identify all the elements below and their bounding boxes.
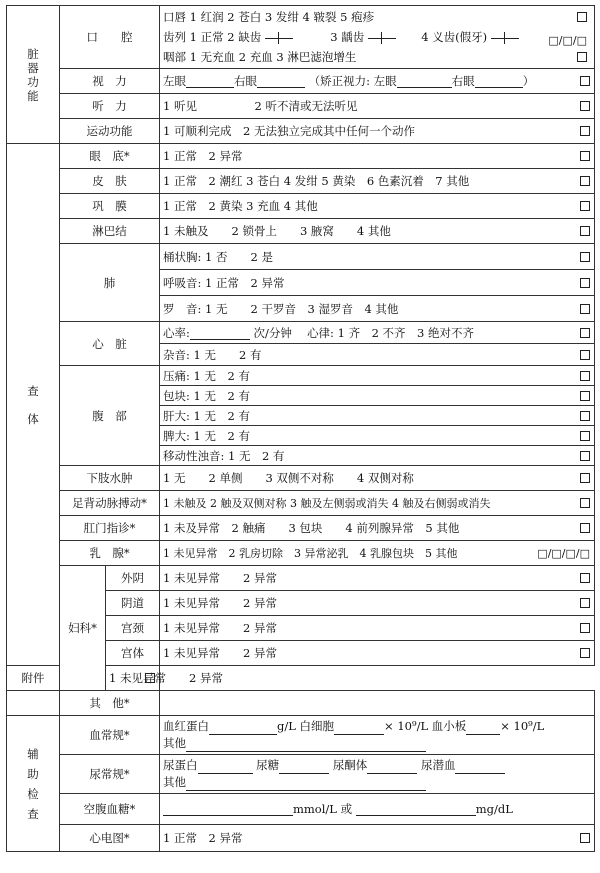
spleen-checkbox[interactable] — [580, 431, 590, 441]
dre-checkbox[interactable] — [580, 523, 590, 533]
breast-label: 乳 腺* — [60, 541, 160, 566]
gyn-label: 妇科* — [60, 566, 106, 691]
edema-row: 1 无 2 单侧 3 双侧不对称 4 双侧对称 — [160, 466, 595, 491]
vision-row: 左眼 右眼 （矫正视力: 左眼 右眼 ） — [160, 69, 595, 94]
urine-other-field[interactable] — [186, 778, 426, 791]
liver-checkbox[interactable] — [580, 411, 590, 421]
right-eye-field[interactable] — [257, 75, 305, 88]
mass-checkbox[interactable] — [580, 391, 590, 401]
barrel-chest-row: 桶状胸: 1 否 2 是 — [160, 244, 595, 270]
dre-row: 1 未及异常 2 触痛 3 包块 4 前列腺异常 5 其他 — [160, 516, 595, 541]
heart-label: 心 脏 — [60, 322, 160, 366]
other-label: 其 他* — [60, 691, 160, 716]
hearing-checkbox[interactable] — [580, 101, 590, 111]
fasting-glucose-row: mmol/L 或 mg/dL — [160, 794, 595, 825]
motor-checkbox[interactable] — [580, 126, 590, 136]
wbc-field[interactable] — [334, 722, 384, 735]
uterus-checkbox[interactable] — [580, 648, 590, 658]
spleen-row: 脾大: 1 无 2 有 — [160, 426, 595, 446]
adnexa-label: 附件 — [7, 666, 60, 691]
breath-sound-row: 呼吸音: 1 正常 2 异常 — [160, 270, 595, 296]
vision-checkbox[interactable] — [580, 76, 590, 86]
urine-ketone-field[interactable] — [367, 761, 417, 774]
edema-checkbox[interactable] — [580, 473, 590, 483]
vulva-label: 外阴 — [106, 566, 160, 591]
liver-row: 肝大: 1 无 2 有 — [160, 406, 595, 426]
sclera-row: 1 正常 2 黄染 3 充血 4 其他 — [160, 194, 595, 219]
platelet-field[interactable] — [466, 722, 500, 735]
hearing-row: 1 听见 2 听不清或无法听见 — [160, 94, 595, 119]
other-field[interactable] — [160, 691, 595, 716]
teeth-checkboxes[interactable]: □/□/□ — [548, 34, 587, 47]
teeth-row: 齿列 1 正常 2 缺齿 3 龋齿 4 义齿(假牙) □/□/□ — [163, 27, 591, 47]
shifting-dullness-row: 移动性浊音: 1 无 2 有 — [160, 446, 595, 466]
hearing-label: 听 力 — [60, 94, 160, 119]
breath-sound-checkbox[interactable] — [580, 278, 590, 288]
motor-label: 运动功能 — [60, 119, 160, 144]
ecg-label: 心电图* — [60, 825, 160, 852]
ecg-row: 1 正常 2 异常 — [160, 825, 595, 852]
tenderness-checkbox[interactable] — [580, 371, 590, 381]
fundus-row: 1 正常 2 异常 — [160, 144, 595, 169]
breast-checkboxes[interactable]: □/□/□/□ — [537, 547, 590, 560]
lymph-row: 1 未触及 2 锁骨上 3 腋窝 4 其他 — [160, 219, 595, 244]
fundus-label: 眼 底* — [60, 144, 160, 169]
vision-label: 视 力 — [60, 69, 160, 94]
section-auxiliary-tests: 辅助检查 — [7, 716, 60, 852]
mass-row: 包块: 1 无 2 有 — [160, 386, 595, 406]
mouth-label: 口 腔 — [60, 6, 160, 69]
sclera-checkbox[interactable] — [580, 201, 590, 211]
breast-row: 1 未见异常 2 乳房切除 3 异常泌乳 4 乳腺包块 5 其他 □/□/□/□ — [160, 541, 595, 566]
shifting-dullness-checkbox[interactable] — [580, 451, 590, 461]
abdomen-label: 腹 部 — [60, 366, 160, 466]
tooth-chart-caries[interactable] — [368, 32, 396, 44]
dre-label: 肛门指诊* — [60, 516, 160, 541]
skin-row: 1 正常 2 潮红 3 苍白 4 发绀 5 黄染 6 色素沉着 7 其他 — [160, 169, 595, 194]
glucose-mgdl-field[interactable] — [356, 803, 476, 816]
left-eye-field[interactable] — [186, 75, 234, 88]
lymph-checkbox[interactable] — [580, 226, 590, 236]
blood-routine-fields: 血红蛋白 g/L 白细胞 × 10⁹/L 血小板 × 10⁹/L 其他 — [160, 716, 595, 755]
fundus-checkbox[interactable] — [580, 151, 590, 161]
blood-routine-label: 血常规* — [60, 716, 160, 755]
murmur-row: 杂音: 1 无 2 有 — [160, 344, 595, 366]
urine-routine-label: 尿常规* — [60, 755, 160, 794]
heart-rate-field[interactable] — [190, 327, 250, 340]
urine-blood-field[interactable] — [455, 761, 505, 774]
section-organ-function: 脏器功能 — [7, 6, 60, 144]
murmur-checkbox[interactable] — [580, 350, 590, 360]
section-physical-exam: 查体 — [7, 144, 60, 666]
sclera-label: 巩 膜 — [60, 194, 160, 219]
fasting-glucose-label: 空腹血糖* — [60, 794, 160, 825]
dorsalis-pulse-checkbox[interactable] — [580, 498, 590, 508]
motor-row: 1 可顺利完成 2 无法独立完成其中任何一个动作 — [160, 119, 595, 144]
ecg-checkbox[interactable] — [580, 833, 590, 843]
pharynx-row: 咽部 1 无充血 2 充血 3 淋巴滤泡增生 — [163, 47, 591, 67]
uterus-label: 宫体 — [106, 641, 160, 666]
urine-protein-field[interactable] — [198, 761, 253, 774]
tooth-chart-missing[interactable] — [265, 32, 293, 44]
urine-routine-fields: 尿蛋白 尿糖 尿酮体 尿潜血 其他 — [160, 755, 595, 794]
vagina-label: 阴道 — [106, 591, 160, 616]
barrel-chest-checkbox[interactable] — [580, 252, 590, 262]
heart-rhythm-checkbox[interactable] — [580, 328, 590, 338]
tooth-chart-denture[interactable] — [491, 32, 519, 44]
hemoglobin-field[interactable] — [209, 722, 277, 735]
lips-checkbox[interactable] — [577, 12, 587, 22]
urine-glucose-field[interactable] — [279, 761, 329, 774]
rales-row: 罗 音: 1 无 2 干罗音 3 湿罗音 4 其他 — [160, 296, 595, 322]
pharynx-checkbox[interactable] — [577, 52, 587, 62]
vulva-checkbox[interactable] — [580, 573, 590, 583]
vulva-row: 1 未见异常 2 异常 — [160, 566, 595, 591]
skin-checkbox[interactable] — [580, 176, 590, 186]
lymph-label: 淋巴结 — [60, 219, 160, 244]
lips-row: 口唇 1 红润 2 苍白 3 发绀 4 皲裂 5 疱疹 — [163, 7, 591, 27]
corrected-right-field[interactable] — [475, 75, 523, 88]
health-exam-form — [6, 5, 595, 852]
dorsalis-pulse-label: 足背动脉搏动* — [60, 491, 160, 516]
rales-checkbox[interactable] — [580, 304, 590, 314]
cervix-checkbox[interactable] — [580, 623, 590, 633]
dorsalis-pulse-row: 1 未触及 2 触及双侧对称 3 触及左侧弱或消失 4 触及右侧弱或消失 — [160, 491, 595, 516]
mouth-options — [160, 6, 595, 69]
corrected-left-field[interactable] — [397, 75, 452, 88]
blood-other-field[interactable] — [186, 739, 426, 752]
edema-label: 下肢水肿 — [60, 466, 160, 491]
vagina-row: 1 未见异常 2 异常 — [160, 591, 595, 616]
tenderness-row: 压痛: 1 无 2 有 — [160, 366, 595, 386]
adnexa-checkbox[interactable] — [145, 673, 155, 683]
heart-rate-row: 心率: 次/分钟 心律: 1 齐 2 不齐 3 绝对不齐 — [160, 322, 595, 344]
uterus-row: 1 未见异常 2 异常 — [160, 641, 595, 666]
skin-label: 皮 肤 — [60, 169, 160, 194]
glucose-mmol-field[interactable] — [163, 803, 293, 816]
adnexa-row: 1 未见异常 2 异常 — [106, 666, 160, 691]
cervix-row: 1 未见异常 2 异常 — [160, 616, 595, 641]
vagina-checkbox[interactable] — [580, 598, 590, 608]
cervix-label: 宫颈 — [106, 616, 160, 641]
exam-section-continuation — [7, 691, 60, 716]
lung-label: 肺 — [60, 244, 160, 322]
